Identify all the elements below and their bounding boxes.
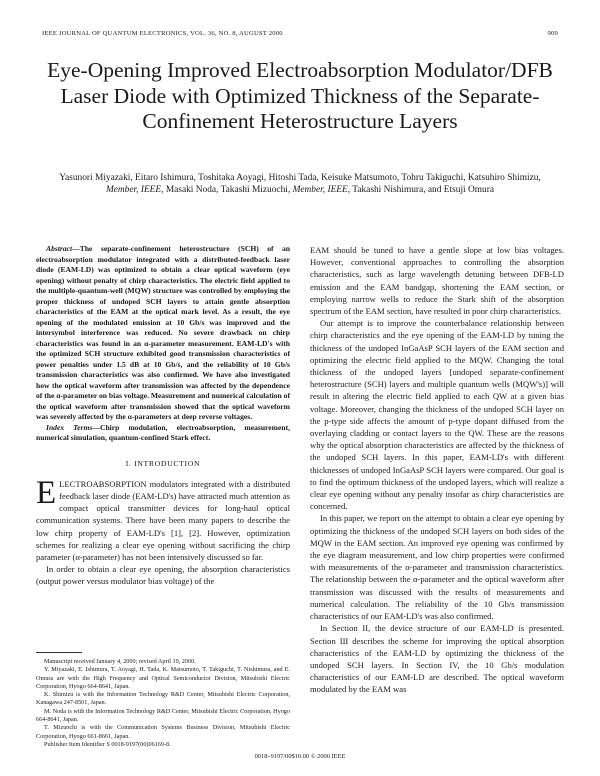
page-number: 909 — [547, 30, 558, 37]
intro-paragraph-2: In order to obtain a clear eye opening, the absorption characteristics (output power versus modulator bias voltage) of the — [36, 564, 290, 587]
intro-paragraph-4: In this paper, we report on the attempt to obtain a clear eye opening by optimizing the thickness of the undoped SCH layers on both sides of the MQW in the EAM section. An improved eye opening was confirmed by the eye diagram measurement, and low chirp properties were confirmed with measurements of the α-parameter and transmission characteristics. The relationship between the α-parameter and the optical waveform after transmission was discussed with the results of measurements and numerical calculation. The reliability of the 10 Gb/s transmission characteristics of our EAM-LD's was also confirmed. — [310, 513, 564, 622]
abstract-text: The separate-confinement heterostructure (SCH) of an electroabsorption modulator integrated with a distributed-feedback laser diode (EAM-LD) was optimized to obtain a clear optical waveform (eye opening) without penalty of chirp characteristics. The electric field applied to the multiple-quantum-well (MQW) structure was controlled by employing the proper thickness of undoped SCH layers to attain gentle absorption characteristics of the EAM at the optical mark level. As a result, the eye opening of the modulated emission at 10 Gb/s was improved and the intersymbol interference was reduced. No severe drawback on chirp characteristics was found in an α-parameter measurement. EAM-LD's with the optimized SCH structure exhibited good transmission characteristics of power penalties under 1.5 dB at 10 Gb/s, and the reliability of 10 Gb/s transmission characteristics was also confirmed. We have also investigated how the optical waveform after transmission was affected by the dependence of the α-parameter on bias voltage. Measurement and numerical calculation of the optical waveform after transmission showed that the optical waveform was severely affected by the α-parameters at deep reverse voltages. — [36, 244, 290, 421]
author-names-2: , Masaki Noda, Takashi Mizuochi, — [161, 185, 291, 195]
left-column — [36, 244, 290, 588]
intro-paragraph-3: Our attempt is to improve the counterbalance relationship between chirp characteristics and the eye opening of the EAM-LD by tuning the thickness of the undoped InGaAsP SCH layers of the EAM section and optimizing the electric field applied to the MQW. Changing the total thickness of the undoped layers [undoped separate-confinement heterostructure (SCH) layers and multiple quantum wells (MQW's)] will result in altering the electric field applied to each QW at a given bias voltage. Moreover, changing the thickness of the undoped SCH layer on the p-type side affects the amount of p-type dopant diffused from the overlaying cladding or contact layers to the QW. These are the reasons why the optical absorption characteristics are affected by the thickness of the undoped SCH layers. In this paper, EAM-LD's with different thicknesses of undoped InGaAsP SCH layers were compared. Our goal is to find the optimum thickness of the undoped layers, which will realize a clear eye opening without any penalty insofar as chirp characteristics are concerned. — [310, 318, 564, 512]
member-ieee-1: Member, IEEE — [105, 185, 162, 195]
author-list — [48, 172, 552, 196]
index-terms — [36, 423, 290, 444]
running-header — [42, 30, 558, 42]
footnote-rule — [36, 652, 82, 653]
intro-paragraph-1-text: LECTROABSORPTION modulators integrated with a distributed feedback laser diode (EAM-LD's) have attracted much attention as compact optical transmitter devices for long-haul optical communication systems. There have been many papers to describe the low chirp property of EAM-LD's [1], [2]. However, optimization schemes for realizing a clear eye opening without sacrificing the chirp parameter (α-parameter) has not been intensively discussed so far. — [36, 478, 290, 562]
footnote-affiliation-4: T. Mizuochi is with the Communication Systems Business Division, Mitsubishi Electric Corporation, Hyogo 661-8661, Japan. — [36, 724, 290, 740]
intro-paragraph-1 — [36, 474, 290, 563]
abstract — [36, 244, 290, 423]
journal-citation: IEEE JOURNAL OF QUANTUM ELECTRONICS, VOL. 36, NO. 8, AUGUST 2000 — [42, 30, 283, 37]
footnote-publisher-id: Publisher Item Identifier S 0018-9197(00)06169-8. — [44, 740, 171, 748]
member-ieee-2: Member, IEEE — [292, 185, 348, 195]
footnote-affiliation-3: M. Noda is with the Information Technology R&D Center, Mitsubishi Electric Corporation, Hyogo 664-8641, Japan. — [36, 707, 290, 724]
paper-title: Eye-Opening Improved Electroabsorption Modulator/DFB Laser Diode with Optimized Thickness of the Separate-Confinement Heterostructure Layers — [47, 58, 553, 133]
intro-paragraph-5: In Section II, the device structure of our EAM-LD is presented. Section III describes the scheme for improving the optical absorption characteristics of the EAM-LD by optimizing the thickness of the undoped SCH layers. In Section IV, the 10 Gb/s modulation characteristics of our EAM-LD are described. The optical waveform modulated by the EAM was — [310, 623, 564, 695]
right-column — [310, 244, 564, 696]
copyright-line: 0018–9197/00$10.00 © 2000 IEEE — [254, 753, 346, 760]
author-names-3: , Takashi Nishimura, and Etsuji Omura — [347, 185, 495, 195]
footnote-affiliation-1: Y. Miyazaki, E. Ishimura, T. Aoyagi, H. Tada, K. Matsumoto, T. Takiguchi, T. Nishimura, and E. Omura are with the High Frequency and Optical Semiconductor Division, Mitsubishi Electric Corporation, Hyogo 664-8641, Japan. — [36, 666, 290, 690]
index-terms-label: Index Terms— — [46, 422, 100, 432]
intro-paragraph-2-continued: EAM should be tuned to have a gentle slope at low bias voltages. However, conventional approaches to controlling the absorption characteristics, such as large wavelength detuning between DFB-LD emission and the EAM bandgap, shortening the EAM section, or employing narrow wells to reduce the Stark shift of the absorption spectrum of the EAM section, have resulted in poor chirp characteristics. — [310, 245, 564, 317]
section-heading-introduction: I. INTRODUCTION — [125, 458, 201, 468]
abstract-label: Abstract— — [46, 244, 80, 253]
index-terms-text: Chirp modulation, electroabsorption, measurement, numerical simulation, quantum-confined Stark effect. — [36, 422, 291, 442]
footnote-received: Manuscript received January 4, 2000; revised April 19, 2000. — [44, 658, 196, 665]
author-names: Yasunori Miyazaki, Eitaro Ishimura, Toshitaka Aoyagi, Hitoshi Tada, Keisuke Matsumoto, Tohru Takiguchi, Katsuhiro Shimizu, — [59, 173, 541, 183]
footnotes — [36, 658, 290, 749]
footnote-affiliation-2: K. Shimizu is with the Information Technology R&D Center, Mitsubishi Electric Corporation, Kanagawa 247-8501, Japan. — [36, 691, 290, 707]
drop-cap: E — [36, 474, 57, 511]
